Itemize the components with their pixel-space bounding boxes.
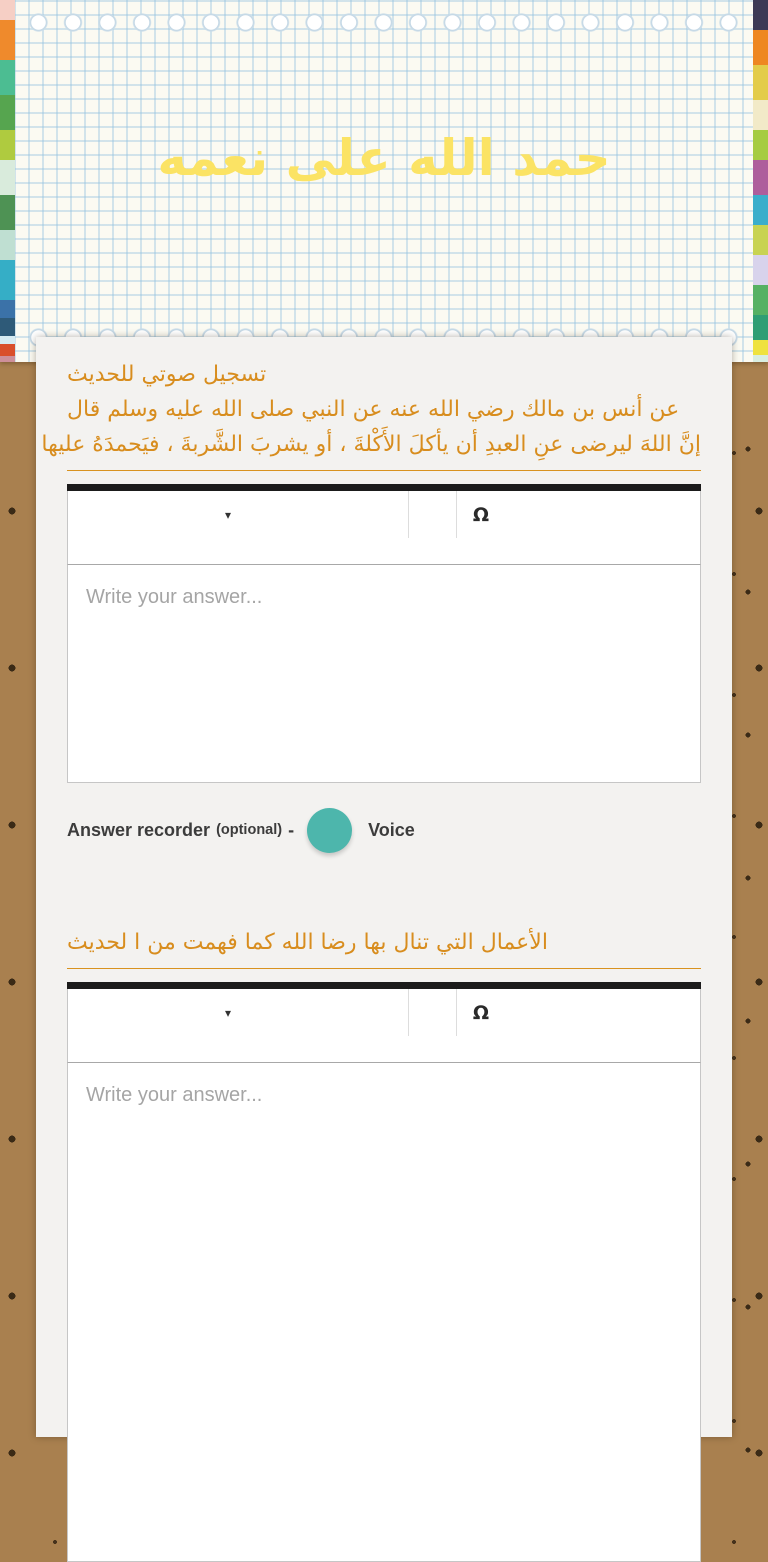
editor-2-special-characters-button[interactable] (460, 989, 502, 1036)
chevron-tape-right-icon (753, 0, 768, 362)
question-2-block (67, 925, 701, 969)
omega-icon: Ω (472, 1001, 490, 1024)
worksheet-title: حمد الله على نعمه (157, 129, 611, 187)
answer-recorder-label: Answer recorder (67, 819, 211, 840)
question-1-hadith-line-2: إنَّ اللهَ ليرضى عنِ العبدِ أن يأكلَ الأَكْلةَ ، أو يشربَ الشَّربةَ ، فيَحمدَهُ عليها (41, 432, 701, 457)
worksheet-card (36, 337, 732, 1437)
answer-recorder-separator: - (288, 819, 295, 840)
toolbar-separator (408, 989, 409, 1036)
voice-record-button[interactable] (307, 808, 352, 853)
omega-icon: Ω (472, 503, 490, 526)
editor-1-text-area[interactable] (67, 564, 701, 783)
editor-2-format-dropdown[interactable] (68, 989, 388, 1036)
chevron-down-icon: ▾ (224, 1005, 232, 1020)
editor-2-top-bar (67, 982, 701, 989)
editor-1-format-dropdown[interactable] (68, 491, 388, 538)
editor-1-toolbar (67, 491, 701, 564)
toolbar-separator (456, 491, 457, 538)
chevron-down-icon: ▾ (224, 507, 232, 522)
question-1-block (41, 357, 701, 471)
editor-1-top-bar (67, 484, 701, 491)
toolbar-separator (408, 491, 409, 538)
notebook-paper-header (0, 0, 768, 362)
editor-2-placeholder: Write your answer... (86, 1084, 263, 1106)
question-2-heading: الأعمال التي تنال بها رضا الله كما فهمت من ا لحديث (67, 930, 548, 955)
editor-1-placeholder: Write your answer... (86, 586, 263, 608)
answer-editor-2 (67, 982, 701, 1562)
question-1-heading: تسجيل صوتي للحديث (67, 362, 267, 387)
editor-2-toolbar (67, 989, 701, 1062)
answer-editor-1 (67, 484, 701, 783)
voice-label: Voice (368, 819, 415, 840)
chevron-tape-left-icon (0, 0, 15, 362)
answer-recorder-row (67, 807, 701, 853)
editor-1-special-characters-button[interactable] (460, 491, 502, 538)
editor-2-text-area[interactable] (67, 1062, 701, 1562)
answer-recorder-optional-label: (optional) (216, 822, 283, 838)
question-1-hadith-line-1: عن أنس بن مالك رضي الله عنه عن النبي صلى الله عليه وسلم قال (67, 397, 680, 422)
toolbar-separator (456, 989, 457, 1036)
